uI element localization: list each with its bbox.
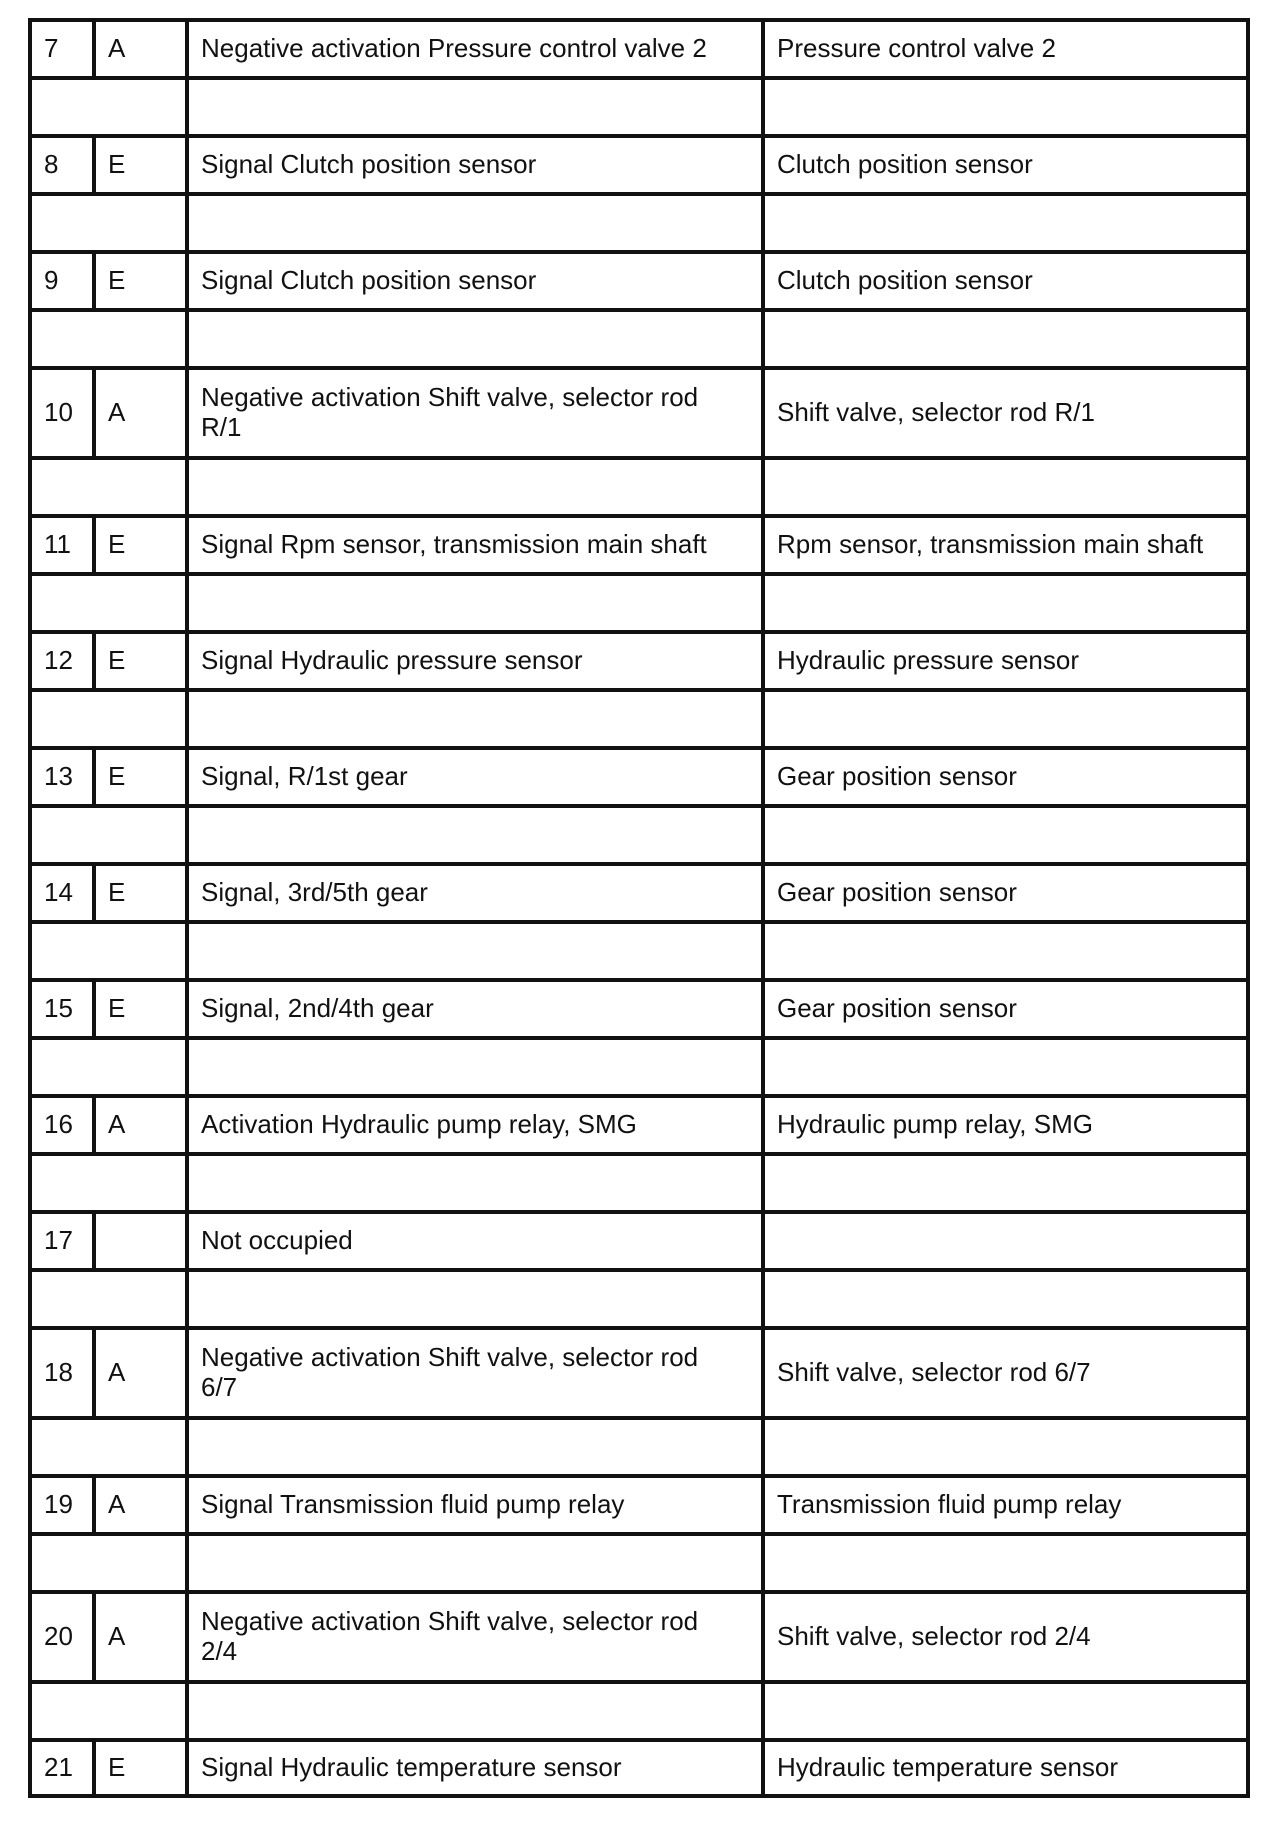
- spacer-row: [32, 80, 1250, 138]
- spacer-row: [32, 692, 1250, 750]
- signal-type: E: [96, 138, 189, 192]
- spacer-row: [32, 808, 1250, 866]
- table-row: [32, 982, 1250, 1040]
- component-name: Hydraulic pressure sensor: [765, 634, 1250, 688]
- pin-number: 9: [32, 254, 96, 308]
- component-name: Clutch position sensor: [765, 138, 1250, 192]
- table-row: [32, 518, 1250, 576]
- component-name: Hydraulic temperature sensor: [765, 1742, 1250, 1794]
- pin-description: Activation Hydraulic pump relay, SMG: [189, 1098, 765, 1152]
- pin-number: 11: [32, 518, 96, 572]
- spacer-row: [32, 1536, 1250, 1594]
- spacer-row: [32, 312, 1250, 370]
- pin-assignment-table: [28, 18, 1250, 1798]
- pin-description: Signal Hydraulic temperature sensor: [189, 1742, 765, 1794]
- signal-type: A: [96, 1478, 189, 1532]
- pin-description: Negative activation Pressure control valve 2: [189, 22, 765, 76]
- pin-number: 20: [32, 1594, 96, 1680]
- pin-number: 12: [32, 634, 96, 688]
- pin-description: Not occupied: [189, 1214, 765, 1268]
- pin-number: 8: [32, 138, 96, 192]
- component-name: Clutch position sensor: [765, 254, 1250, 308]
- table-row: [32, 1214, 1250, 1272]
- signal-type: E: [96, 254, 189, 308]
- spacer-row: [32, 196, 1250, 254]
- pin-number: 17: [32, 1214, 96, 1268]
- signal-type: E: [96, 866, 189, 920]
- spacer-row: [32, 924, 1250, 982]
- signal-type: E: [96, 982, 189, 1036]
- pin-number: 7: [32, 22, 96, 76]
- pin-description: Negative activation Shift valve, selector rod 6/7: [189, 1330, 765, 1416]
- pin-number: 19: [32, 1478, 96, 1532]
- signal-type: A: [96, 22, 189, 76]
- table-row: [32, 1098, 1250, 1156]
- signal-type: E: [96, 518, 189, 572]
- pin-description: Signal Clutch position sensor: [189, 254, 765, 308]
- spacer-row: [32, 460, 1250, 518]
- component-name: Pressure control valve 2: [765, 22, 1250, 76]
- spacer-row: [32, 1040, 1250, 1098]
- table-row: [32, 866, 1250, 924]
- pin-number: 21: [32, 1742, 96, 1794]
- signal-type: A: [96, 1594, 189, 1680]
- signal-type: E: [96, 750, 189, 804]
- pin-number: 16: [32, 1098, 96, 1152]
- table-row: [32, 138, 1250, 196]
- table-row: [32, 1594, 1250, 1684]
- component-name: Rpm sensor, transmission main shaft: [765, 518, 1250, 572]
- component-name: Gear position sensor: [765, 982, 1250, 1036]
- spacer-row: [32, 1272, 1250, 1330]
- table-row: [32, 1742, 1250, 1798]
- pin-description: Signal Rpm sensor, transmission main shaft: [189, 518, 765, 572]
- pin-description: Signal, 2nd/4th gear: [189, 982, 765, 1036]
- component-name: Shift valve, selector rod R/1: [765, 370, 1250, 456]
- table-row: [32, 22, 1250, 80]
- table-row: [32, 750, 1250, 808]
- pin-description: Signal, 3rd/5th gear: [189, 866, 765, 920]
- component-name: Hydraulic pump relay, SMG: [765, 1098, 1250, 1152]
- pin-number: 18: [32, 1330, 96, 1416]
- table-row: [32, 254, 1250, 312]
- component-name: Transmission fluid pump relay: [765, 1478, 1250, 1532]
- component-name: [765, 1214, 1250, 1268]
- table-row: [32, 634, 1250, 692]
- pin-number: 10: [32, 370, 96, 456]
- component-name: Gear position sensor: [765, 750, 1250, 804]
- spacer-row: [32, 1684, 1250, 1742]
- signal-type: A: [96, 370, 189, 456]
- pin-description: Negative activation Shift valve, selector rod R/1: [189, 370, 765, 456]
- spacer-row: [32, 1420, 1250, 1478]
- signal-type: E: [96, 634, 189, 688]
- component-name: Gear position sensor: [765, 866, 1250, 920]
- pin-description: Signal Clutch position sensor: [189, 138, 765, 192]
- table-row: [32, 370, 1250, 460]
- pin-description: Signal, R/1st gear: [189, 750, 765, 804]
- table-row: [32, 1478, 1250, 1536]
- component-name: Shift valve, selector rod 6/7: [765, 1330, 1250, 1416]
- pin-description: Negative activation Shift valve, selector rod 2/4: [189, 1594, 765, 1680]
- pin-description: Signal Transmission fluid pump relay: [189, 1478, 765, 1532]
- table-row: [32, 1330, 1250, 1420]
- pin-number: 15: [32, 982, 96, 1036]
- signal-type: A: [96, 1098, 189, 1152]
- pin-description: Signal Hydraulic pressure sensor: [189, 634, 765, 688]
- signal-type: [96, 1214, 189, 1268]
- spacer-row: [32, 1156, 1250, 1214]
- signal-type: A: [96, 1330, 189, 1416]
- spacer-row: [32, 576, 1250, 634]
- component-name: Shift valve, selector rod 2/4: [765, 1594, 1250, 1680]
- pin-number: 13: [32, 750, 96, 804]
- pin-number: 14: [32, 866, 96, 920]
- signal-type: E: [96, 1742, 189, 1794]
